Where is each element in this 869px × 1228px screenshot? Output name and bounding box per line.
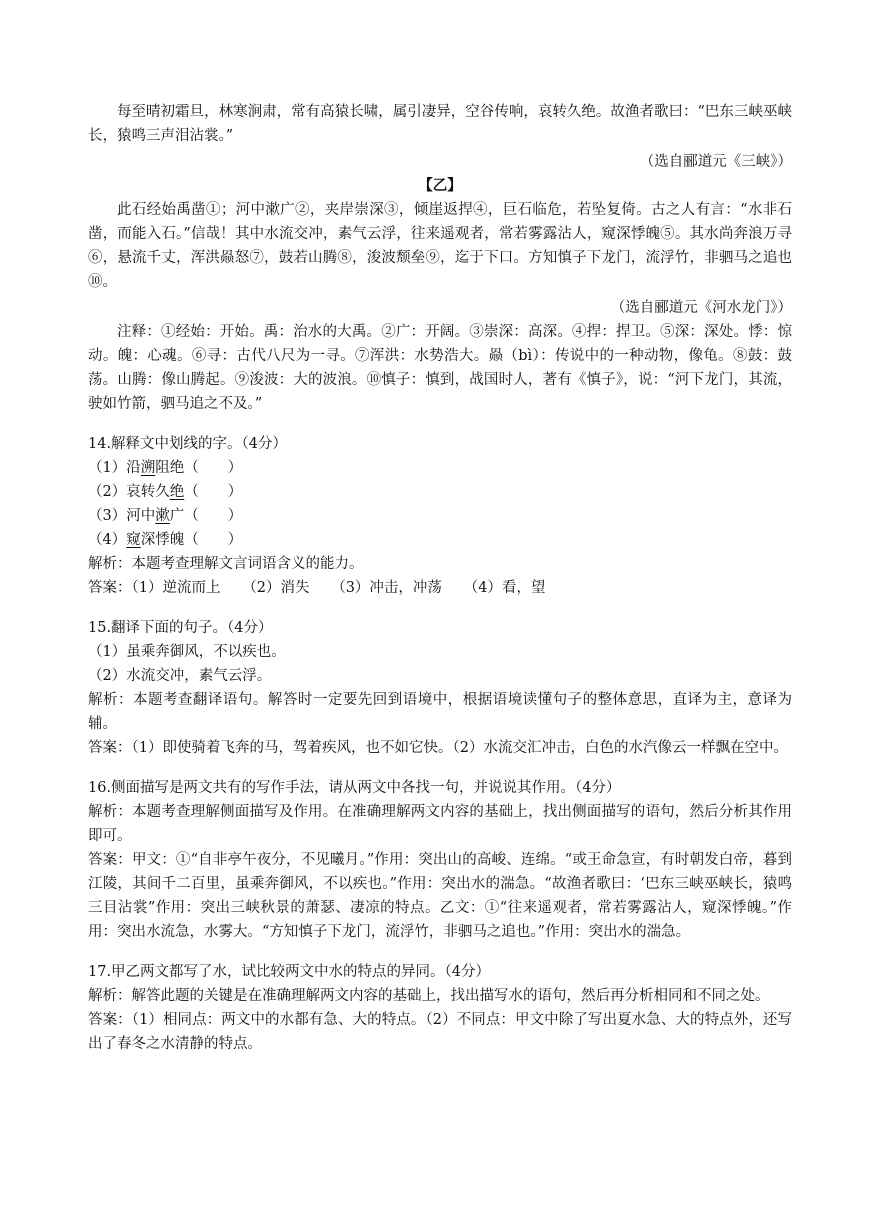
question-answer: 答案：甲文：①“自非亭午夜分，不见曦月。”作用：突出山的高峻、连绵。“或王命急宣，有时朝发白帝，暮到江陵，其间千二百里，虽乘奔御风，不以疾也。”作用：突出水的湍急。“故渔者歌曰：‘巴东三峡巫峡长，猿鸣三目沾裳”作用：突出三峡秋景的萧瑟、凄凉的特点。乙文：①“往来遥观者，常若雾露沾人，窥深悸魄。”作用：突出水流急，水雾大。“方知慎子下龙门，流浮竹，非驷马之追也。”作用：突出水的湍急。 [88,852,792,940]
question-analysis: 解析：解答此题的关键是在准确理解两文内容的基础上，找出描写水的语句，然后再分析相同和不同之处。 [88,988,770,1004]
question-stem: 17.甲乙两文都写了水，试比较两文中水的特点的异同。（4分） [88,964,491,980]
question-stem: 16.侧面描写是两文共有的写作手法，请从两文中各找一句，并说说其作用。（4分） [88,780,621,796]
underlined-char: 窥 [126,532,141,548]
question-item: （1）沿溯阻绝（ ） [88,460,243,476]
question-analysis: 解析：本题考查理解文言词语含义的能力。 [88,556,364,572]
passage-yi-text: 此石经始禹凿①；河中漱广②，夹岸崇深③，倾崖返捍④，巨石临危，若坠复倚。古之人有言：“水非石凿，而能入石。”信哉！其中水流交冲，素气云浮，往来遥观者，常若雾露沾人，窥深悸魄⑤。其水尚奔浪万寻⑥，悬流千丈，浑洪赑怒⑦，鼓若山腾⑧，浚波颓垒⑨，迄于下口。方知慎子下龙门，流浮竹，非驷马之追也⑩。 [88,202,792,290]
passage-yi-notes: 注释：①经始：开始。禹：治水的大禹。②广：开阔。③崇深：高深。④捍：捍卫。⑤深：深处。悸：惊动。魄：心魂。⑥寻：古代八尺为一寻。⑦浑洪：水势浩大。赑（bì）：传说中的一种动物，像龟。⑧鼓：鼓荡。山腾：像山腾起。⑨浚波：大的波浪。⑩慎子：慎到，战国时人，著有《慎子》，说：“河下龙门，其流，驶如竹箭，驷马追之不及。” [88,324,792,412]
question-stem: 14.解释文中划线的字。（4分） [88,436,288,452]
passage-yi-title: 【乙】 [418,177,462,194]
underlined-char: 漱 [155,508,170,524]
question-answer: 答案：（1）相同点：两文中的水都有急、大的特点。（2）不同点：甲文中除了写出夏水急、大的特点外，还写出了春冬之水清静的特点。 [88,1012,792,1052]
question-item: （2）水流交冲，素气云浮。 [88,668,272,684]
underlined-char: 溯 [140,460,156,476]
question-answer: 答案：（1）逆流而上 （2）消失 （3）冲击，冲荡 （4）看，望 [88,580,546,596]
question-17 [88,960,792,1056]
question-16 [88,776,792,944]
passage-jia-paragraph: 每至晴初霜旦，林寒涧肃，常有高猿长啸，属引凄异，空谷传响，哀转久绝。故渔者歌曰：“巴东三峡巫峡长，猿鸣三声泪沾裳。” [88,104,792,144]
question-answer: 答案：（1）即使骑着飞奔的马，驾着疾风，也不如它快。（2）水流交汇冲击，白色的水汽像云一样飘在空中。 [88,740,788,756]
question-analysis: 解析：本题考查理解侧面描写及作用。在准确理解两文内容的基础上，找出侧面描写的语句，然后分析其作用即可。 [88,804,792,844]
question-14 [88,432,792,600]
question-item: （4）窥深悸魄（ ） [88,532,243,548]
question-15 [88,616,792,760]
question-item: （2）哀转久绝（ ） [88,484,243,500]
passage-jia-source: （选自郦道元《三峡》） [639,154,792,170]
question-analysis: 解析：本题考查翻译语句。解答时一定要先回到语境中，根据语境读懂句子的整体意思，直译为主，意译为辅。 [88,692,792,732]
question-item: （1）虽乘奔御风，不以疾也。 [88,644,286,660]
document-page [88,100,792,1056]
question-stem: 15.翻译下面的句子。（4分） [88,620,273,636]
passage-yi-source: （选自郦道元《河水龙门》） [610,300,792,316]
question-item: （3）河中漱广（ ） [88,508,243,524]
underlined-char: 绝 [169,484,185,500]
